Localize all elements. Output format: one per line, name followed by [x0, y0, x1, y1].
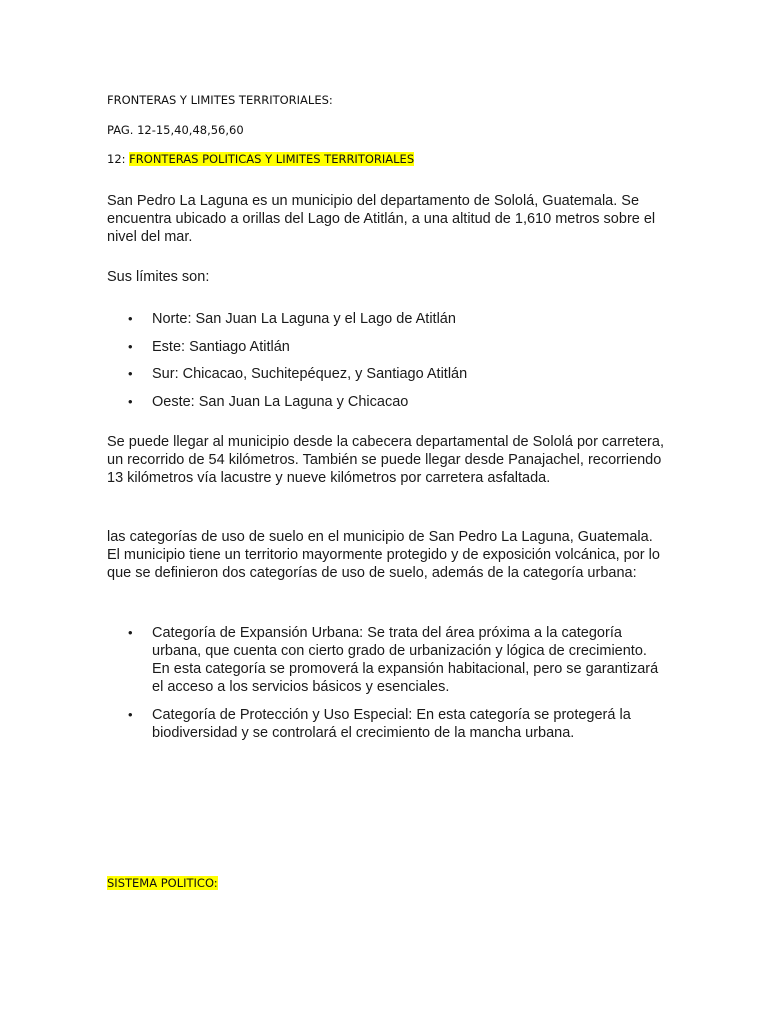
intro-paragraph	[107, 192, 667, 246]
bullet-icon: •	[128, 707, 133, 722]
categories-list	[107, 624, 667, 742]
bullet-icon: •	[128, 338, 133, 354]
access-paragraph	[107, 433, 667, 487]
limit-west: Oeste: San Juan La Laguna y Chicacao	[152, 393, 409, 410]
section-prefix: 12:	[107, 152, 130, 166]
limit-north: Norte: San Juan La Laguna y el Lago de Atitlán	[152, 311, 456, 327]
list-item	[107, 365, 667, 393]
bullet-icon: •	[128, 625, 133, 640]
bullet-icon: •	[128, 393, 133, 409]
bullet-icon: •	[128, 311, 133, 326]
political-system-highlight: SISTEMA POLITICO:	[107, 876, 218, 890]
limit-south: Sur: Chicacao, Suchitepéquez, y Santiago Atitlán	[152, 366, 468, 382]
category-urban-expansion: Categoría de Expansión Urbana: Se trata del área próxima a la categoría urbana, que cuenta con cierto grado de urbanización y lógica de crecimiento. En esta categoría se promoverá la expansión habitacional, pero se garantizará el acceso a los servicios básicos y esenciales.	[152, 625, 659, 695]
section-highlight-political-borders: FRONTERAS POLITICAS	[129, 152, 262, 166]
limit-east: Este: Santiago Atitlán	[152, 338, 290, 355]
land-use-text: las categorías de uso de suelo en el municipio de San Pedro La Laguna, Guatemala. El municipio tiene un territorio mayormente protegido y de exposición volcánica, por lo que se definieron dos categorías de uso de suelo, además de la categoría urbana:	[107, 529, 660, 581]
limits-list	[107, 310, 667, 420]
political-system-heading	[107, 875, 218, 891]
list-item	[107, 310, 667, 338]
list-item	[107, 706, 667, 742]
list-item	[107, 624, 667, 696]
bullet-icon: •	[128, 366, 133, 381]
limits-heading-text: Sus límites son:	[107, 269, 210, 285]
land-use-paragraph	[107, 528, 667, 582]
page-references: PAG. 12-15,40,48,56,60	[107, 123, 244, 137]
section-highlight-territorial-limits: Y LIMITES TERRITORIALES	[261, 152, 415, 166]
intro-text: San Pedro La Laguna es un municipio del departamento de Sololá, Guatemala. Se encuentra ubicado a orillas del Lago de Atitlán, a una altitud de 1,610 metros sobre el nivel del mar.	[107, 193, 656, 245]
category-protection: Categoría de Protección y Uso Especial: En esta categoría se protegerá la biodiversidad y se controlará el crecimiento de la mancha urbana.	[152, 707, 631, 741]
section-heading	[107, 151, 414, 167]
access-text: Se puede llegar al municipio desde la cabecera departamental de Sololá por carretera, un recorrido de 54 kilómetros. También se puede llegar desde Panajachel, recorriendo 13 kilómetros vía lacustre y nueve kilómetros por carretera asfaltada.	[107, 434, 664, 486]
limits-heading	[107, 268, 667, 286]
list-item	[107, 338, 667, 366]
document-title: FRONTERAS Y LIMITES TERRITORIALES:	[107, 93, 333, 107]
list-item	[107, 393, 667, 421]
